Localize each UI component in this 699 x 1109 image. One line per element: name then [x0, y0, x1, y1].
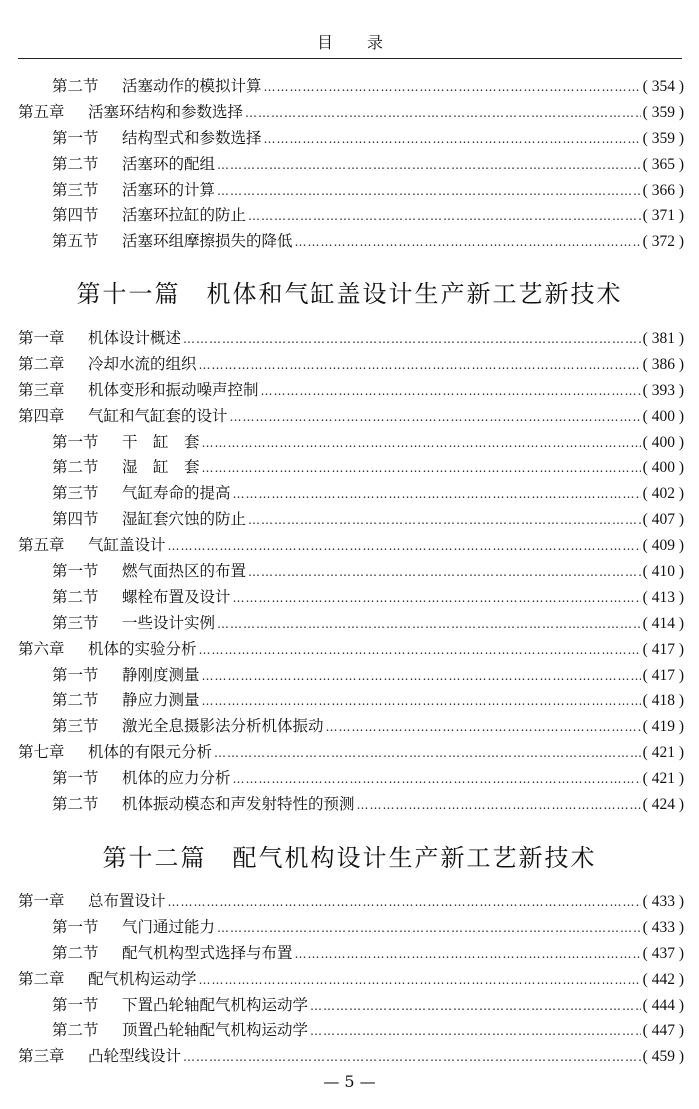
- toc-section-entry[interactable]: [18, 663, 684, 689]
- toc-section-entry[interactable]: [18, 766, 684, 792]
- entry-page-number: ( 386 ): [642, 355, 684, 373]
- dot-leader: [248, 204, 641, 230]
- toc-section-entry[interactable]: [18, 152, 684, 178]
- toc-section-entry[interactable]: [18, 455, 684, 481]
- entry-title: 气缸寿命的提高: [122, 484, 231, 503]
- entry-title: 下置凸轮轴配气机构运动学: [122, 995, 309, 1014]
- toc-chapter-entry[interactable]: [18, 326, 684, 352]
- toc-chapter-entry[interactable]: [18, 1044, 684, 1070]
- toc-section-entry[interactable]: [18, 585, 684, 611]
- entry-number: 第五节: [52, 232, 99, 251]
- entry-title: 顶置凸轮轴配气机构运动学: [122, 1021, 309, 1040]
- dot-leader: [202, 456, 641, 482]
- entry-number: 第三章: [18, 380, 65, 399]
- entry-title: 机体的应力分析: [122, 769, 231, 788]
- entry-number: 第五章: [18, 536, 65, 555]
- entry-page-number: ( 372 ): [642, 233, 684, 251]
- dot-leader: [245, 101, 641, 127]
- entry-number: 第二章: [18, 969, 65, 988]
- entry-number: 第三节: [52, 484, 99, 503]
- entry-number: 第二节: [52, 943, 99, 962]
- entry-number: 第二节: [52, 587, 99, 606]
- entry-number: 第二节: [52, 1021, 99, 1040]
- toc-section-entry[interactable]: [18, 611, 684, 637]
- entry-title: 静应力测量: [122, 691, 200, 710]
- part-eleven-number: 第十一篇: [76, 280, 181, 308]
- toc-chapter-entry[interactable]: [18, 637, 684, 663]
- toc-block-2: [18, 326, 684, 818]
- entry-title: 活塞环的计算: [122, 180, 216, 199]
- entry-title: 机体设计概述: [88, 329, 182, 347]
- toc-section-entry[interactable]: [18, 178, 684, 204]
- page-footer: — 5 —: [323, 1072, 376, 1091]
- entry-title: 燃气面热区的布置: [122, 562, 247, 581]
- entry-title: 湿缸套穴蚀的防止: [122, 510, 247, 529]
- dot-leader: [183, 327, 641, 353]
- entry-number: 第一节: [52, 562, 99, 581]
- entry-page-number: ( 410 ): [642, 563, 684, 581]
- entry-page-number: ( 442 ): [642, 970, 684, 988]
- entry-page-number: ( 433 ): [642, 918, 684, 936]
- entry-page-number: ( 413 ): [642, 588, 684, 606]
- dot-leader: [199, 638, 641, 664]
- toc-chapter-entry[interactable]: [18, 533, 684, 559]
- entry-page-number: ( 459 ): [642, 1048, 684, 1066]
- entry-page-number: ( 419 ): [642, 718, 684, 736]
- entry-title: 总布置设计: [88, 892, 166, 910]
- entry-number: 第二节: [52, 77, 99, 95]
- entry-number: 第一章: [18, 329, 65, 347]
- dot-leader: [326, 715, 641, 741]
- entry-title: 一些设计实例: [122, 613, 216, 632]
- toc-section-entry[interactable]: [18, 688, 684, 714]
- entry-page-number: ( 424 ): [642, 796, 684, 814]
- entry-title: 活塞环组摩擦损失的降低: [122, 232, 293, 251]
- entry-page-number: ( 421 ): [642, 744, 684, 762]
- dot-leader: [264, 127, 641, 153]
- toc-block-3: [18, 889, 684, 1070]
- entry-title: 活塞环结构和参数选择: [88, 102, 244, 121]
- entry-title: 机体的有限元分析: [88, 743, 213, 762]
- toc-section-entry[interactable]: [18, 203, 684, 229]
- entry-page-number: ( 400 ): [642, 407, 684, 425]
- toc-section-entry[interactable]: [18, 74, 684, 100]
- dot-leader: [202, 431, 641, 457]
- dot-leader: [168, 534, 641, 560]
- toc-section-entry[interactable]: [18, 941, 684, 967]
- entry-title: 机体振动模态和声发射特性的预测: [122, 795, 355, 814]
- entry-page-number: ( 447 ): [642, 1022, 684, 1040]
- part-eleven-title: 机体和气缸盖设计生产新工艺新技术: [206, 280, 623, 308]
- dot-leader: [233, 482, 641, 508]
- toc-chapter-entry[interactable]: [18, 967, 684, 993]
- dot-leader: [183, 1045, 641, 1071]
- entry-title: 配气机构型式选择与布置: [122, 943, 293, 962]
- dot-leader: [230, 405, 641, 431]
- entry-number: 第一节: [52, 769, 99, 788]
- entry-title: 湿 缸 套: [122, 458, 200, 477]
- entry-title: 气门通过能力: [122, 917, 216, 936]
- toc-section-entry[interactable]: [18, 481, 684, 507]
- entry-title: 气缸盖设计: [88, 536, 166, 555]
- dot-leader: [199, 968, 641, 994]
- dot-leader: [217, 179, 641, 205]
- entry-title: 静刚度测量: [122, 665, 200, 684]
- entry-title: 冷却水流的组织: [88, 354, 197, 373]
- toc-section-entry[interactable]: [18, 1018, 684, 1044]
- toc-chapter-entry[interactable]: [18, 378, 684, 404]
- dot-leader: [264, 75, 641, 101]
- dot-leader: [217, 612, 641, 638]
- entry-title: 活塞动作的模拟计算: [122, 77, 262, 95]
- dot-leader: [310, 1019, 641, 1045]
- entry-page-number: ( 359 ): [642, 103, 684, 121]
- dot-leader: [202, 664, 641, 690]
- entry-number: 第六章: [18, 639, 65, 658]
- part-eleven-heading: [0, 274, 699, 309]
- entry-number: 第一节: [52, 995, 99, 1014]
- dot-leader: [248, 508, 641, 534]
- entry-number: 第一节: [52, 128, 99, 147]
- entry-page-number: ( 354 ): [642, 78, 684, 95]
- entry-page-number: ( 359 ): [642, 129, 684, 147]
- entry-number: 第二节: [52, 458, 99, 477]
- entry-number: 第三节: [52, 717, 99, 736]
- part-twelve-title: 配气机构设计生产新工艺新技术: [232, 844, 597, 872]
- entry-title: 活塞环的配组: [122, 154, 216, 173]
- dot-leader: [199, 353, 641, 379]
- entry-number: 第二节: [52, 795, 99, 814]
- entry-title: 凸轮型线设计: [88, 1047, 182, 1066]
- toc-section-entry[interactable]: [18, 126, 684, 152]
- toc-chapter-entry[interactable]: [18, 404, 684, 430]
- dot-leader: [261, 379, 641, 405]
- toc-block-1: [18, 74, 684, 255]
- dot-leader: [217, 916, 641, 942]
- entry-title: 配气机构运动学: [88, 969, 197, 988]
- entry-number: 第三节: [52, 180, 99, 199]
- part-twelve-heading: [0, 838, 699, 873]
- entry-page-number: ( 400 ): [642, 459, 684, 477]
- entry-page-number: ( 414 ): [642, 614, 684, 632]
- entry-page-number: ( 407 ): [642, 511, 684, 529]
- toc-section-entry[interactable]: [18, 559, 684, 585]
- entry-number: 第二节: [52, 691, 99, 710]
- toc-section-entry[interactable]: [18, 430, 684, 456]
- entry-title: 机体变形和振动噪声控制: [88, 380, 259, 399]
- entry-title: 结构型式和参数选择: [122, 128, 262, 147]
- toc-section-entry[interactable]: [18, 229, 684, 255]
- entry-number: 第一节: [52, 917, 99, 936]
- toc-chapter-entry[interactable]: [18, 889, 684, 915]
- entry-number: 第五章: [18, 102, 65, 121]
- entry-page-number: ( 433 ): [642, 893, 684, 910]
- toc-section-entry[interactable]: [18, 507, 684, 533]
- toc-section-entry[interactable]: [18, 915, 684, 941]
- entry-page-number: ( 400 ): [642, 433, 684, 451]
- page-header: [18, 30, 682, 59]
- entry-page-number: ( 381 ): [642, 330, 684, 347]
- entry-page-number: ( 366 ): [642, 181, 684, 199]
- entry-number: 第三节: [52, 613, 99, 632]
- header-char-right: 录: [367, 33, 384, 52]
- toc-chapter-entry[interactable]: [18, 352, 684, 378]
- entry-title: 螺栓布置及设计: [122, 587, 231, 606]
- entry-page-number: ( 371 ): [642, 207, 684, 225]
- entry-title: 干 缸 套: [122, 432, 200, 451]
- dot-leader: [295, 942, 641, 968]
- entry-page-number: ( 418 ): [642, 692, 684, 710]
- entry-page-number: ( 417 ): [642, 640, 684, 658]
- entry-page-number: ( 421 ): [642, 770, 684, 788]
- toc-section-entry[interactable]: [18, 714, 684, 740]
- entry-title: 机体的实验分析: [88, 639, 197, 658]
- entry-number: 第四章: [18, 406, 65, 425]
- entry-number: 第一节: [52, 432, 99, 451]
- entry-title: 激光全息摄影法分析机体振动: [122, 717, 324, 736]
- part-twelve-number: 第十二篇: [102, 844, 207, 872]
- dot-leader: [202, 689, 641, 715]
- entry-page-number: ( 393 ): [642, 381, 684, 399]
- entry-number: 第一章: [18, 892, 65, 910]
- header-char-left: 目: [316, 33, 333, 52]
- dot-leader: [248, 560, 641, 586]
- toc-section-entry[interactable]: [18, 993, 684, 1019]
- dot-leader: [214, 741, 641, 767]
- entry-page-number: ( 402 ): [642, 485, 684, 503]
- dot-leader: [233, 767, 641, 793]
- entry-page-number: ( 417 ): [642, 666, 684, 684]
- entry-number: 第七章: [18, 743, 65, 762]
- entry-page-number: ( 365 ): [642, 155, 684, 173]
- entry-page-number: ( 409 ): [642, 537, 684, 555]
- dot-leader: [295, 230, 641, 256]
- dot-leader: [217, 153, 641, 179]
- entry-title: 气缸和气缸套的设计: [88, 406, 228, 425]
- entry-page-number: ( 444 ): [642, 996, 684, 1014]
- toc-chapter-entry[interactable]: [18, 740, 684, 766]
- dot-leader: [357, 793, 641, 819]
- entry-number: 第一节: [52, 665, 99, 684]
- entry-number: 第二章: [18, 354, 65, 373]
- entry-number: 第四节: [52, 510, 99, 529]
- entry-number: 第四节: [52, 206, 99, 225]
- dot-leader: [233, 586, 641, 612]
- toc-section-entry[interactable]: [18, 792, 684, 818]
- entry-page-number: ( 437 ): [642, 944, 684, 962]
- entry-number: 第二节: [52, 154, 99, 173]
- entry-title: 活塞环拉缸的防止: [122, 206, 247, 225]
- toc-chapter-entry[interactable]: [18, 100, 684, 126]
- dot-leader: [310, 994, 641, 1020]
- dot-leader: [168, 890, 641, 916]
- entry-number: 第三章: [18, 1047, 65, 1066]
